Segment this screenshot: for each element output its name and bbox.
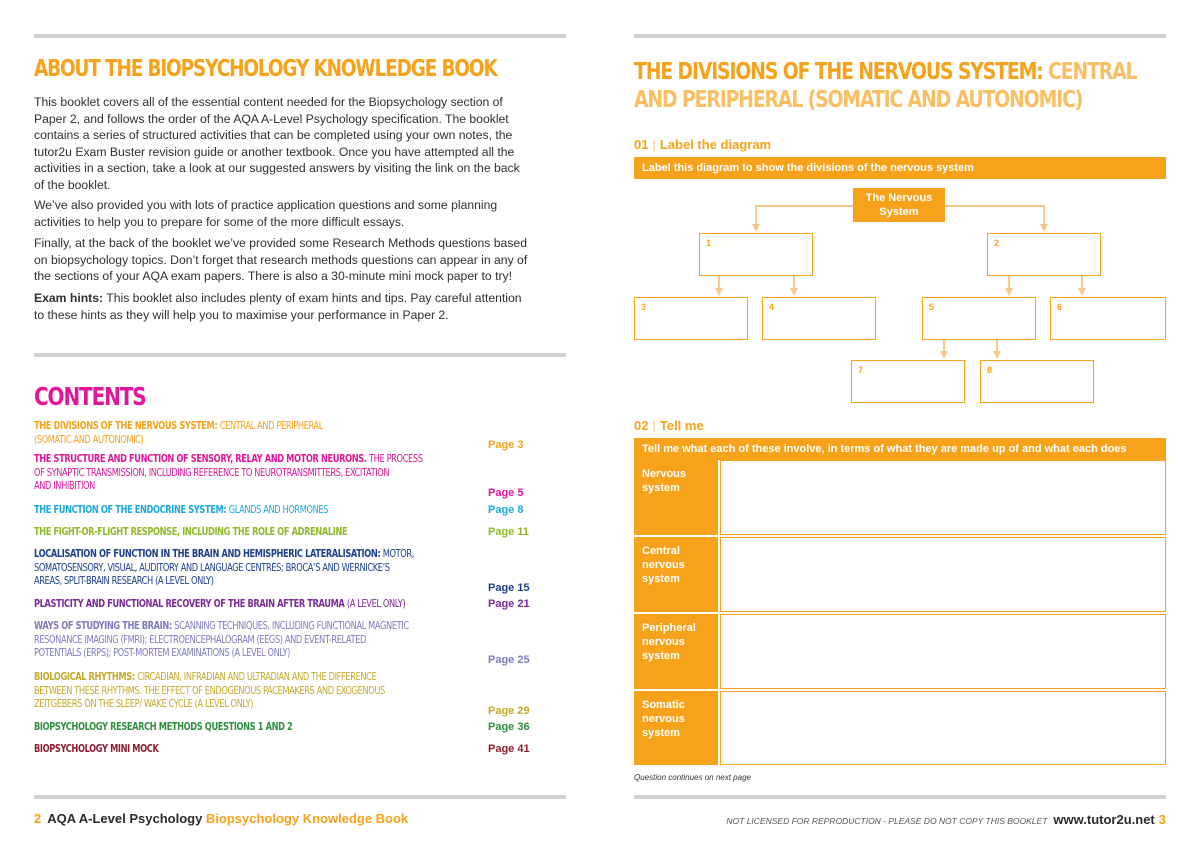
contents-entry[interactable] xyxy=(34,598,534,612)
diagram-box-1[interactable] xyxy=(699,233,813,276)
diagram-box-3-number: 3 xyxy=(641,302,647,312)
contents-entry-line xyxy=(34,671,533,685)
contents-entry-text: THE STRUCTURE AND FUNCTION OF SENSORY, RELAY AND MOTOR NEURONS. xyxy=(34,453,370,465)
divisions-title-highlight: CENTRAL xyxy=(1048,57,1137,85)
contents-entry-line xyxy=(34,698,533,712)
contents-entry-line xyxy=(34,620,533,634)
contents-entry-text: LOCALISATION OF FUNCTION IN THE BRAIN AND HEMISPHERIC LATERALISATION: xyxy=(34,548,383,560)
contents-entry-line xyxy=(34,598,533,612)
tell-me-instruction-banner: Tell me what each of these involve, in terms of what they are made up of and what each does xyxy=(634,438,1166,460)
contents-entry-line xyxy=(34,575,533,589)
contents-entry-line xyxy=(34,480,533,494)
contents-entry-line xyxy=(34,634,533,648)
tell-me-answer-box[interactable] xyxy=(720,691,1166,765)
top-rule-left xyxy=(34,34,566,38)
section-02-separator: | xyxy=(652,418,656,433)
diagram-box-2-number: 2 xyxy=(994,238,1000,248)
contents-entry[interactable] xyxy=(34,620,534,666)
contents-entry-line xyxy=(34,647,533,661)
footer-right xyxy=(726,811,1166,829)
contents-entry-line xyxy=(34,548,533,562)
contents-entry-text: BIOPSYCHOLOGY MINI MOCK xyxy=(34,743,159,755)
contents-entry-text: (SOMATIC AND AUTONOMIC) xyxy=(34,433,144,446)
exam-hints-label: Exam hints: xyxy=(34,291,104,305)
section-01-label: Label the diagram xyxy=(659,137,772,152)
contents-page-number: Page 41 xyxy=(488,743,530,755)
diagram-box-3[interactable] xyxy=(634,297,748,340)
middle-rule-left xyxy=(34,353,566,357)
diagram-box-4-number: 4 xyxy=(769,302,775,312)
footer-book-title: Biopsychology Knowledge Book xyxy=(202,811,409,826)
tell-me-row xyxy=(634,691,1166,765)
contents-page-number: Page 11 xyxy=(488,526,529,538)
contents-page-number: Page 5 xyxy=(488,487,524,499)
contents-entry[interactable] xyxy=(34,420,534,451)
contents-page-number: Page 21 xyxy=(488,598,530,610)
section-02-label: Tell me xyxy=(659,418,704,433)
section-02-number: 02 xyxy=(634,418,649,433)
intro-paragraph-2: We’ve also provided you with lots of practice application questions and some planning activities to help you to prepare for some of the more difficult essays. xyxy=(34,198,498,229)
tell-me-row xyxy=(634,537,1166,612)
footer-series: AQA A-Level Psychology xyxy=(47,811,203,826)
contents-entry[interactable] xyxy=(34,548,534,594)
website-link[interactable]: www.tutor2u.net xyxy=(1053,812,1155,827)
connector-root-2 xyxy=(945,206,1044,228)
contents-entry-text: CENTRAL AND PERIPHERAL xyxy=(219,420,323,432)
footer-left xyxy=(34,811,408,826)
contents-entry-text: AREAS, SPLIT-BRAIN RESEARCH (A LEVEL ONLY) xyxy=(34,575,214,587)
contents-entry-line xyxy=(34,467,533,481)
intro-paragraph-3: Finally, at the back of the booklet we’ve provided some Research Methods questions based on biopsychology topics. Don’t forget that research methods questions can appear in any of the sections of your AQA exam papers. There is also a 30-minute mini mock paper to try! xyxy=(34,236,528,284)
continues-note: Question continues on next page xyxy=(634,773,751,782)
contents-entry-text: AND INHIBITION xyxy=(34,480,95,492)
contents-entry[interactable] xyxy=(34,671,534,717)
contents-title: CONTENTS xyxy=(34,382,146,411)
section-02-heading xyxy=(634,418,704,433)
contents-entry-line xyxy=(34,434,533,448)
top-rule-right xyxy=(634,34,1166,38)
contents-entry-line xyxy=(34,743,533,757)
contents-entry-text: OF SYNAPTIC TRANSMISSION, INCLUDING REFERENCE TO NEUROTRANSMITTERS, EXCITATION xyxy=(34,466,390,479)
about-title: ABOUT THE BIOPSYCHOLOGY KNOWLEDGE BOOK xyxy=(34,56,497,82)
contents-entry-text: PLASTICITY AND FUNCTIONAL RECOVERY OF THE BRAIN AFTER TRAUMA xyxy=(34,598,347,610)
contents-entry-text: POTENTIALS (ERPS); POST-MORTEM EXAMINATIONS (A LEVEL ONLY) xyxy=(34,647,291,659)
diagram-box-8[interactable] xyxy=(980,360,1094,403)
contents-page-number: Page 15 xyxy=(488,582,530,594)
contents-page-number: Page 29 xyxy=(488,705,530,717)
copyright-notice: NOT LICENSED FOR REPRODUCTION - PLEASE DO NOT COPY THIS BOOKLET xyxy=(726,816,1048,826)
contents-entry[interactable] xyxy=(34,504,534,518)
footer-rule-right xyxy=(634,795,1166,799)
diagram-box-2[interactable] xyxy=(987,233,1101,276)
section-01-separator: | xyxy=(652,137,656,152)
contents-entry-text: RESONANCE IMAGING (FMRI); ELECTROENCEPHALOGRAM (EEGS) AND EVENT-RELATED xyxy=(34,633,367,646)
tell-me-row-label: Central nervous system xyxy=(634,537,718,612)
diagram-box-6-number: 6 xyxy=(1057,302,1063,312)
tell-me-row xyxy=(634,460,1166,535)
contents-entry-line xyxy=(34,562,533,576)
diagram-box-5-number: 5 xyxy=(929,302,935,312)
contents-entry-text: MOTOR, xyxy=(382,548,415,560)
diagram-box-1-number: 1 xyxy=(706,238,712,248)
section-01-heading xyxy=(634,137,771,152)
diagram-box-8-number: 8 xyxy=(987,365,993,375)
intro-paragraph-1: This booklet covers all of the essential content needed for the Biopsychology section of Paper 2, and follows the order of the AQA A-Level Psychology specification. The booklet contains a series of structured activities that can be completed using your own notes, the tutor2u Exam Buster revision guide or another textbook. Once you have attempted all the activities in a section, take a look at our suggested answers by visiting the link on the back of the booklet. xyxy=(34,95,520,192)
diagram-box-4[interactable] xyxy=(762,297,876,340)
contents-entry-text: THE FIGHT-OR-FLIGHT RESPONSE, INCLUDING THE ROLE OF ADRENALINE xyxy=(34,526,348,538)
contents-entry-text: BIOLOGICAL RHYTHMS: xyxy=(34,671,138,683)
contents-page-number: Page 25 xyxy=(488,654,530,666)
right-page-number: 3 xyxy=(1158,812,1166,827)
tell-me-answer-box[interactable] xyxy=(720,614,1166,689)
section-01-number: 01 xyxy=(634,137,649,152)
diagram-instruction-banner: Label this diagram to show the divisions of the nervous system xyxy=(634,157,1166,179)
contents-entry-line xyxy=(34,504,533,518)
contents-entry-line xyxy=(34,721,533,735)
contents-entry-text: THE PROCESS xyxy=(369,453,423,465)
tell-me-row xyxy=(634,614,1166,689)
contents-entry-text: (A LEVEL ONLY) xyxy=(346,598,406,610)
tell-me-row-label: Somatic nervous system xyxy=(634,691,718,765)
diagram-box-5[interactable] xyxy=(922,297,1036,340)
contents-entry-text: THE FUNCTION OF THE ENDOCRINE SYSTEM: xyxy=(34,504,229,516)
exam-hints-paragraph xyxy=(34,290,532,323)
contents-entry-line xyxy=(34,420,533,434)
contents-entry[interactable] xyxy=(34,721,534,735)
contents-page-number: Page 36 xyxy=(488,721,530,733)
contents-entry-line xyxy=(34,685,533,699)
contents-entry-text: THE DIVISIONS OF THE NERVOUS SYSTEM: xyxy=(34,420,220,432)
contents-entry-text: BETWEEN THESE RHYTHMS. THE EFFECT OF ENDOGENOUS PACEMAKERS AND EXOGENOUS xyxy=(34,684,385,697)
divisions-title-main: THE DIVISIONS OF THE NERVOUS SYSTEM: xyxy=(634,57,1049,85)
left-page-number: 2 xyxy=(34,811,42,826)
divisions-title xyxy=(634,58,1178,113)
contents-entry-text: ZEITGEBERS ON THE SLEEP/ WAKE CYCLE (A LEVEL ONLY) xyxy=(34,698,254,710)
contents-entry-text: WAYS OF STUDYING THE BRAIN: xyxy=(34,620,175,632)
contents-page-number: Page 8 xyxy=(488,504,524,516)
tell-me-answer-box[interactable] xyxy=(720,460,1166,535)
exam-hints-text: This booklet also includes plenty of exam hints and tips. Pay careful attention to these hints as they will help you to maximise your performance in Paper 2. xyxy=(34,291,522,322)
contents-entry-text: SCANNING TECHNIQUES, INCLUDING FUNCTIONAL MAGNETIC xyxy=(174,620,409,632)
diagram-root-node: The Nervous System xyxy=(853,188,945,222)
contents-entry-line xyxy=(34,526,533,540)
contents-entry[interactable] xyxy=(34,743,534,757)
contents-entry-text: SOMATOSENSORY, VISUAL, AUDITORY AND LANGUAGE CENTRES; BROCA’S AND WERNICKE’S xyxy=(34,561,390,574)
contents-entry-text: CIRCADIAN, INFRADIAN AND ULTRADIAN AND THE DIFFERENCE xyxy=(137,671,377,683)
contents-page-number: Page 3 xyxy=(488,439,524,451)
tell-me-row-label: Peripheral nervous system xyxy=(634,614,718,689)
contents-entry[interactable] xyxy=(34,453,534,499)
contents-entry-text: BIOPSYCHOLOGY RESEARCH METHODS QUESTIONS 1 AND 2 xyxy=(34,721,293,733)
footer-rule-left xyxy=(34,795,566,799)
tell-me-answer-box[interactable] xyxy=(720,537,1166,612)
contents-entry-text: GLANDS AND HORMONES xyxy=(228,504,329,516)
tell-me-row-label: Nervous system xyxy=(634,460,718,535)
connector-root-1 xyxy=(756,206,853,228)
contents-entry[interactable] xyxy=(34,526,534,540)
contents-entry-line xyxy=(34,453,533,467)
diagram-box-7-number: 7 xyxy=(858,365,864,375)
diagram-box-7[interactable] xyxy=(851,360,965,403)
divisions-title-line2: AND PERIPHERAL (SOMATIC AND AUTONOMIC) xyxy=(634,84,1083,113)
diagram-box-6[interactable] xyxy=(1050,297,1166,340)
